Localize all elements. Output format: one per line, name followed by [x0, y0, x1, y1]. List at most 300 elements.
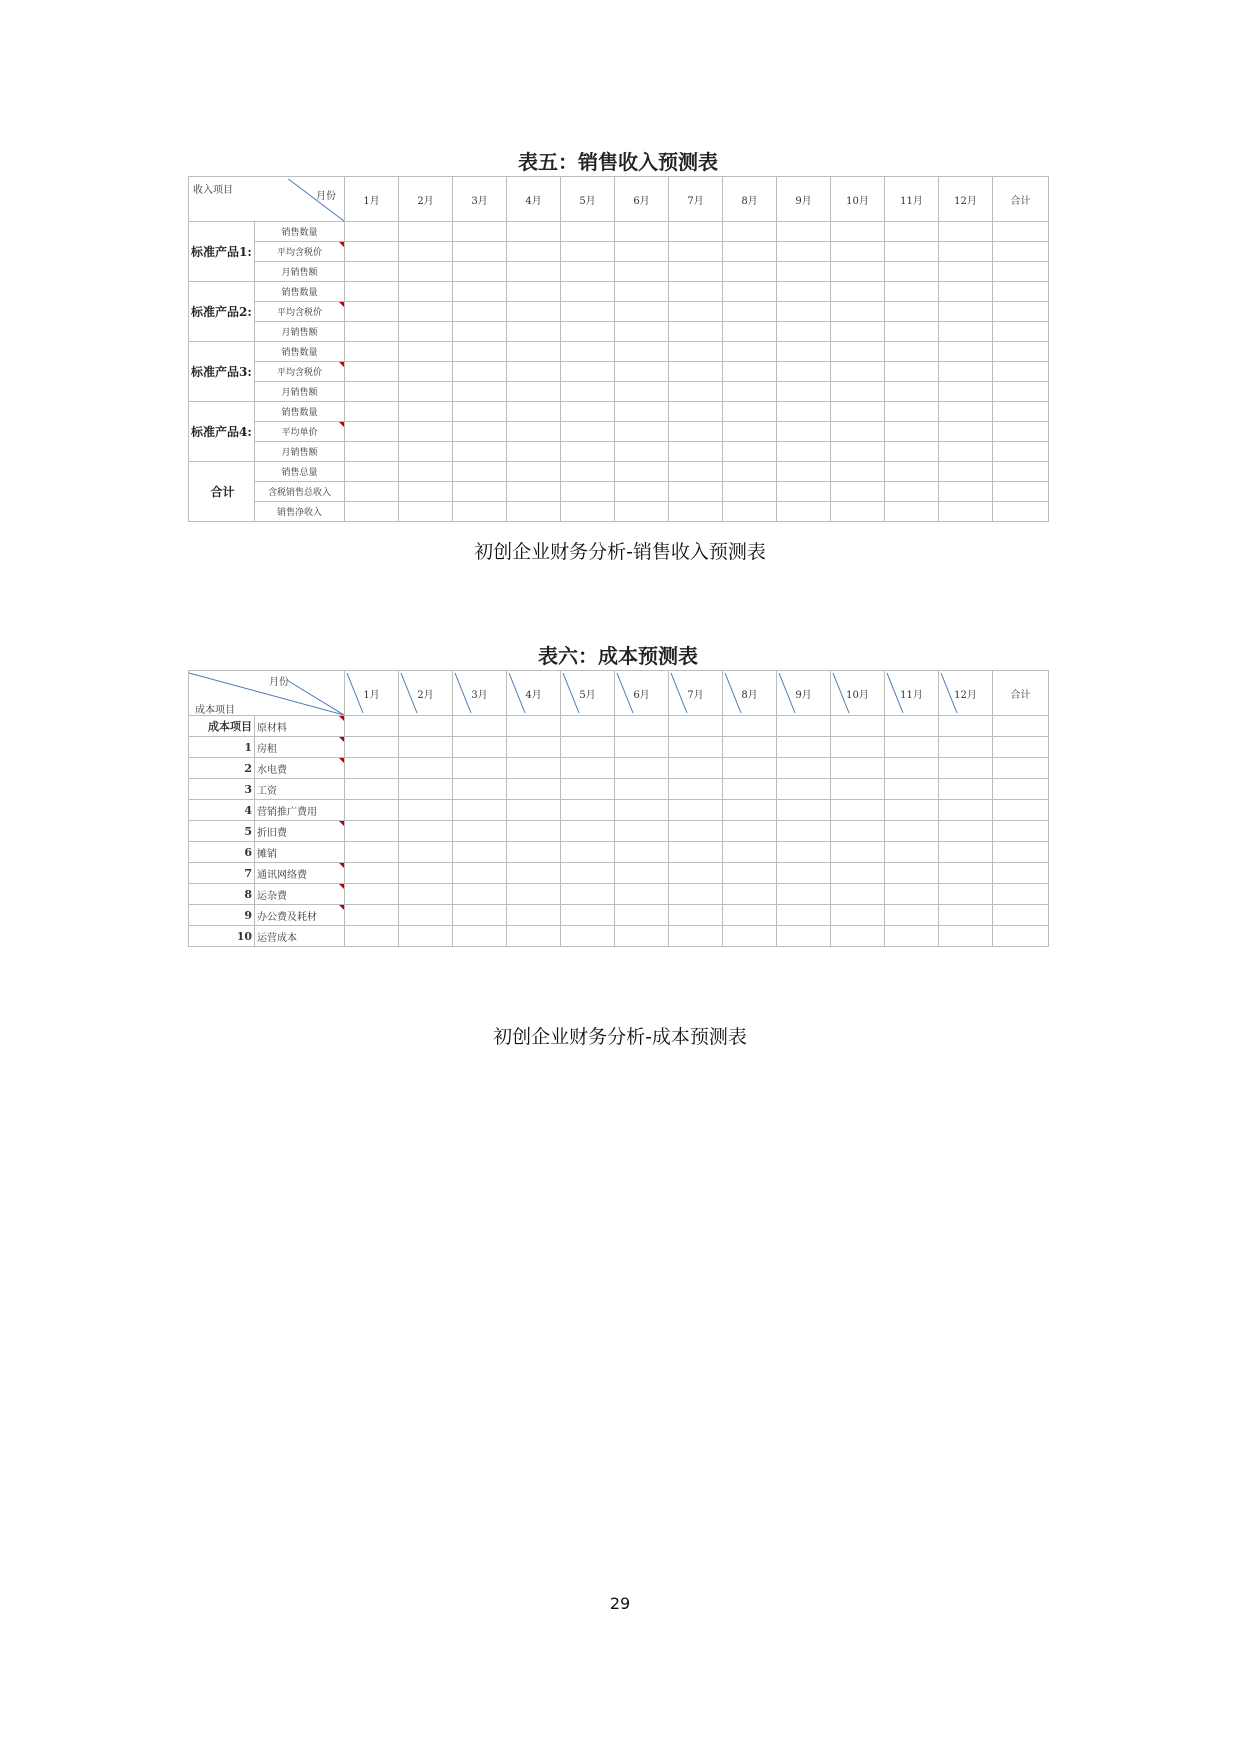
- table5-value-cell[interactable]: [885, 242, 939, 262]
- table5-value-cell[interactable]: [777, 302, 831, 322]
- table6-value-cell[interactable]: [669, 737, 723, 758]
- table5-value-cell[interactable]: [993, 422, 1049, 442]
- table5-value-cell[interactable]: [453, 402, 507, 422]
- table5-value-cell[interactable]: [399, 382, 453, 402]
- table6-value-cell[interactable]: [723, 842, 777, 863]
- table5-value-cell[interactable]: [939, 482, 993, 502]
- table5-value-cell[interactable]: [669, 382, 723, 402]
- table5-value-cell[interactable]: [885, 382, 939, 402]
- table5-value-cell[interactable]: [831, 302, 885, 322]
- table5-value-cell[interactable]: [615, 362, 669, 382]
- table6-value-cell[interactable]: [777, 737, 831, 758]
- table5-value-cell[interactable]: [885, 262, 939, 282]
- table5-value-cell[interactable]: [669, 242, 723, 262]
- table5-value-cell[interactable]: [615, 482, 669, 502]
- table5-value-cell[interactable]: [777, 222, 831, 242]
- table5-value-cell[interactable]: [615, 502, 669, 522]
- table6-value-cell[interactable]: [777, 884, 831, 905]
- table6-value-cell[interactable]: [345, 821, 399, 842]
- table5-value-cell[interactable]: [399, 442, 453, 462]
- table5-value-cell[interactable]: [561, 302, 615, 322]
- table6-value-cell[interactable]: [453, 800, 507, 821]
- table5-value-cell[interactable]: [723, 362, 777, 382]
- table6-value-cell[interactable]: [561, 926, 615, 947]
- table6-value-cell[interactable]: [615, 779, 669, 800]
- table5-value-cell[interactable]: [777, 422, 831, 442]
- table5-value-cell[interactable]: [723, 222, 777, 242]
- table5-value-cell[interactable]: [507, 422, 561, 442]
- table5-value-cell[interactable]: [723, 442, 777, 462]
- table6-value-cell[interactable]: [507, 821, 561, 842]
- table6-value-cell[interactable]: [615, 758, 669, 779]
- table5-value-cell[interactable]: [615, 382, 669, 402]
- table5-value-cell[interactable]: [345, 302, 399, 322]
- table5-value-cell[interactable]: [561, 242, 615, 262]
- table6-value-cell[interactable]: [831, 821, 885, 842]
- table5-value-cell[interactable]: [453, 422, 507, 442]
- table5-value-cell[interactable]: [345, 442, 399, 462]
- table6-value-cell[interactable]: [615, 737, 669, 758]
- table5-value-cell[interactable]: [723, 302, 777, 322]
- table5-value-cell[interactable]: [453, 482, 507, 502]
- table6-value-cell[interactable]: [507, 842, 561, 863]
- table5-value-cell[interactable]: [993, 482, 1049, 502]
- table5-value-cell[interactable]: [615, 282, 669, 302]
- table6-value-cell[interactable]: [939, 779, 993, 800]
- table6-value-cell[interactable]: [507, 863, 561, 884]
- table6-value-cell[interactable]: [453, 779, 507, 800]
- table5-value-cell[interactable]: [399, 462, 453, 482]
- table6-value-cell[interactable]: [777, 779, 831, 800]
- table5-value-cell[interactable]: [669, 262, 723, 282]
- table5-value-cell[interactable]: [669, 422, 723, 442]
- table5-value-cell[interactable]: [885, 342, 939, 362]
- table5-value-cell[interactable]: [507, 482, 561, 502]
- table6-value-cell[interactable]: [831, 716, 885, 737]
- table5-value-cell[interactable]: [561, 502, 615, 522]
- table6-value-cell[interactable]: [885, 884, 939, 905]
- table5-value-cell[interactable]: [939, 242, 993, 262]
- table5-value-cell[interactable]: [399, 262, 453, 282]
- table5-value-cell[interactable]: [399, 342, 453, 362]
- table5-value-cell[interactable]: [777, 242, 831, 262]
- table5-value-cell[interactable]: [993, 242, 1049, 262]
- table5-value-cell[interactable]: [885, 322, 939, 342]
- table6-value-cell[interactable]: [345, 716, 399, 737]
- table6-value-cell[interactable]: [561, 779, 615, 800]
- table5-value-cell[interactable]: [615, 342, 669, 362]
- table5-value-cell[interactable]: [561, 482, 615, 502]
- table5-value-cell[interactable]: [885, 462, 939, 482]
- table5-value-cell[interactable]: [669, 322, 723, 342]
- table5-value-cell[interactable]: [507, 262, 561, 282]
- table6-value-cell[interactable]: [399, 905, 453, 926]
- table6-value-cell[interactable]: [345, 926, 399, 947]
- table6-value-cell[interactable]: [723, 779, 777, 800]
- table6-value-cell[interactable]: [939, 737, 993, 758]
- table6-value-cell[interactable]: [453, 863, 507, 884]
- table6-value-cell[interactable]: [561, 758, 615, 779]
- table5-value-cell[interactable]: [939, 382, 993, 402]
- table6-value-cell[interactable]: [399, 716, 453, 737]
- table5-value-cell[interactable]: [345, 262, 399, 282]
- table6-value-cell[interactable]: [777, 716, 831, 737]
- table6-value-cell[interactable]: [399, 758, 453, 779]
- table6-value-cell[interactable]: [561, 716, 615, 737]
- table6-value-cell[interactable]: [669, 758, 723, 779]
- table6-value-cell[interactable]: [345, 800, 399, 821]
- table5-value-cell[interactable]: [993, 502, 1049, 522]
- table5-value-cell[interactable]: [939, 302, 993, 322]
- table6-value-cell[interactable]: [939, 716, 993, 737]
- table5-value-cell[interactable]: [345, 282, 399, 302]
- table5-value-cell[interactable]: [777, 342, 831, 362]
- table5-value-cell[interactable]: [399, 322, 453, 342]
- table6-value-cell[interactable]: [885, 842, 939, 863]
- table5-value-cell[interactable]: [669, 442, 723, 462]
- table6-value-cell[interactable]: [939, 884, 993, 905]
- table5-value-cell[interactable]: [561, 382, 615, 402]
- table5-value-cell[interactable]: [885, 222, 939, 242]
- table6-value-cell[interactable]: [669, 716, 723, 737]
- table5-value-cell[interactable]: [507, 342, 561, 362]
- table5-value-cell[interactable]: [345, 322, 399, 342]
- table6-value-cell[interactable]: [345, 779, 399, 800]
- table5-value-cell[interactable]: [723, 342, 777, 362]
- table6-value-cell[interactable]: [885, 758, 939, 779]
- table5-value-cell[interactable]: [615, 422, 669, 442]
- table5-value-cell[interactable]: [345, 382, 399, 402]
- table5-value-cell[interactable]: [831, 362, 885, 382]
- table5-value-cell[interactable]: [777, 282, 831, 302]
- table6-value-cell[interactable]: [993, 884, 1049, 905]
- table6-value-cell[interactable]: [669, 842, 723, 863]
- table5-value-cell[interactable]: [615, 322, 669, 342]
- table6-value-cell[interactable]: [615, 884, 669, 905]
- table5-value-cell[interactable]: [723, 242, 777, 262]
- table6-value-cell[interactable]: [669, 779, 723, 800]
- table6-value-cell[interactable]: [615, 821, 669, 842]
- table6-value-cell[interactable]: [723, 737, 777, 758]
- table5-value-cell[interactable]: [939, 282, 993, 302]
- table5-value-cell[interactable]: [399, 242, 453, 262]
- table5-value-cell[interactable]: [831, 342, 885, 362]
- table6-value-cell[interactable]: [453, 758, 507, 779]
- table6-value-cell[interactable]: [885, 737, 939, 758]
- table6-value-cell[interactable]: [453, 821, 507, 842]
- table5-value-cell[interactable]: [939, 462, 993, 482]
- table5-value-cell[interactable]: [831, 282, 885, 302]
- table5-value-cell[interactable]: [885, 482, 939, 502]
- table5-value-cell[interactable]: [993, 282, 1049, 302]
- table5-value-cell[interactable]: [453, 282, 507, 302]
- table6-value-cell[interactable]: [993, 800, 1049, 821]
- table5-value-cell[interactable]: [507, 222, 561, 242]
- table5-value-cell[interactable]: [939, 502, 993, 522]
- table5-value-cell[interactable]: [507, 282, 561, 302]
- table6-value-cell[interactable]: [399, 779, 453, 800]
- table5-value-cell[interactable]: [669, 342, 723, 362]
- table6-value-cell[interactable]: [993, 758, 1049, 779]
- table5-value-cell[interactable]: [831, 462, 885, 482]
- table5-value-cell[interactable]: [561, 442, 615, 462]
- table6-value-cell[interactable]: [885, 716, 939, 737]
- table5-value-cell[interactable]: [453, 322, 507, 342]
- table5-value-cell[interactable]: [507, 322, 561, 342]
- table6-value-cell[interactable]: [723, 884, 777, 905]
- table6-value-cell[interactable]: [831, 737, 885, 758]
- table5-value-cell[interactable]: [669, 402, 723, 422]
- table5-value-cell[interactable]: [399, 402, 453, 422]
- table5-value-cell[interactable]: [777, 482, 831, 502]
- table5-value-cell[interactable]: [831, 502, 885, 522]
- table6-value-cell[interactable]: [453, 884, 507, 905]
- table6-value-cell[interactable]: [507, 716, 561, 737]
- table5-value-cell[interactable]: [831, 482, 885, 502]
- table5-value-cell[interactable]: [669, 282, 723, 302]
- table5-value-cell[interactable]: [885, 302, 939, 322]
- table5-value-cell[interactable]: [345, 462, 399, 482]
- table5-value-cell[interactable]: [345, 402, 399, 422]
- table5-value-cell[interactable]: [669, 502, 723, 522]
- table5-value-cell[interactable]: [723, 482, 777, 502]
- table5-value-cell[interactable]: [453, 362, 507, 382]
- table5-value-cell[interactable]: [885, 362, 939, 382]
- table6-value-cell[interactable]: [561, 884, 615, 905]
- table6-value-cell[interactable]: [831, 926, 885, 947]
- table5-value-cell[interactable]: [669, 462, 723, 482]
- table6-value-cell[interactable]: [777, 905, 831, 926]
- table6-value-cell[interactable]: [345, 758, 399, 779]
- table6-value-cell[interactable]: [993, 926, 1049, 947]
- table5-value-cell[interactable]: [777, 442, 831, 462]
- table5-value-cell[interactable]: [507, 382, 561, 402]
- table6-value-cell[interactable]: [453, 905, 507, 926]
- table5-value-cell[interactable]: [885, 422, 939, 442]
- table5-value-cell[interactable]: [939, 222, 993, 242]
- table5-value-cell[interactable]: [453, 502, 507, 522]
- table6-value-cell[interactable]: [885, 821, 939, 842]
- table5-value-cell[interactable]: [993, 222, 1049, 242]
- table5-value-cell[interactable]: [345, 222, 399, 242]
- table5-value-cell[interactable]: [777, 362, 831, 382]
- table6-value-cell[interactable]: [885, 863, 939, 884]
- table5-value-cell[interactable]: [345, 362, 399, 382]
- table5-value-cell[interactable]: [615, 402, 669, 422]
- table6-value-cell[interactable]: [561, 821, 615, 842]
- table5-value-cell[interactable]: [777, 382, 831, 402]
- table5-value-cell[interactable]: [669, 302, 723, 322]
- table6-value-cell[interactable]: [507, 800, 561, 821]
- table5-value-cell[interactable]: [993, 322, 1049, 342]
- table5-value-cell[interactable]: [507, 442, 561, 462]
- table5-value-cell[interactable]: [939, 362, 993, 382]
- table5-value-cell[interactable]: [399, 422, 453, 442]
- table5-value-cell[interactable]: [561, 462, 615, 482]
- table5-value-cell[interactable]: [561, 282, 615, 302]
- table5-value-cell[interactable]: [885, 402, 939, 422]
- table5-value-cell[interactable]: [777, 462, 831, 482]
- table5-value-cell[interactable]: [939, 322, 993, 342]
- table5-value-cell[interactable]: [939, 342, 993, 362]
- table6-value-cell[interactable]: [885, 779, 939, 800]
- table5-value-cell[interactable]: [885, 442, 939, 462]
- table6-value-cell[interactable]: [723, 863, 777, 884]
- table6-value-cell[interactable]: [561, 863, 615, 884]
- table5-value-cell[interactable]: [993, 402, 1049, 422]
- table6-value-cell[interactable]: [561, 842, 615, 863]
- table5-value-cell[interactable]: [345, 242, 399, 262]
- table6-value-cell[interactable]: [399, 926, 453, 947]
- table6-value-cell[interactable]: [507, 884, 561, 905]
- table5-value-cell[interactable]: [453, 342, 507, 362]
- table5-value-cell[interactable]: [615, 302, 669, 322]
- table5-value-cell[interactable]: [885, 282, 939, 302]
- table6-value-cell[interactable]: [453, 737, 507, 758]
- table5-value-cell[interactable]: [561, 422, 615, 442]
- table6-value-cell[interactable]: [399, 800, 453, 821]
- table5-value-cell[interactable]: [453, 462, 507, 482]
- table5-value-cell[interactable]: [723, 422, 777, 442]
- table6-value-cell[interactable]: [993, 779, 1049, 800]
- table5-value-cell[interactable]: [993, 382, 1049, 402]
- table6-value-cell[interactable]: [669, 905, 723, 926]
- table6-value-cell[interactable]: [993, 737, 1049, 758]
- table5-value-cell[interactable]: [507, 362, 561, 382]
- table6-value-cell[interactable]: [831, 905, 885, 926]
- table6-value-cell[interactable]: [939, 926, 993, 947]
- table6-value-cell[interactable]: [345, 863, 399, 884]
- table6-value-cell[interactable]: [507, 779, 561, 800]
- table6-value-cell[interactable]: [399, 884, 453, 905]
- table5-value-cell[interactable]: [777, 502, 831, 522]
- table5-value-cell[interactable]: [939, 262, 993, 282]
- table5-value-cell[interactable]: [453, 262, 507, 282]
- table5-value-cell[interactable]: [993, 262, 1049, 282]
- table6-value-cell[interactable]: [831, 884, 885, 905]
- table6-value-cell[interactable]: [885, 926, 939, 947]
- table6-value-cell[interactable]: [615, 842, 669, 863]
- table5-value-cell[interactable]: [885, 502, 939, 522]
- table5-value-cell[interactable]: [831, 402, 885, 422]
- table5-value-cell[interactable]: [723, 322, 777, 342]
- table6-value-cell[interactable]: [993, 716, 1049, 737]
- table6-value-cell[interactable]: [993, 863, 1049, 884]
- table6-value-cell[interactable]: [615, 716, 669, 737]
- table6-value-cell[interactable]: [615, 800, 669, 821]
- table6-value-cell[interactable]: [453, 842, 507, 863]
- table5-value-cell[interactable]: [507, 242, 561, 262]
- table5-value-cell[interactable]: [831, 322, 885, 342]
- table5-value-cell[interactable]: [561, 342, 615, 362]
- table6-value-cell[interactable]: [831, 800, 885, 821]
- table6-value-cell[interactable]: [399, 842, 453, 863]
- table5-value-cell[interactable]: [993, 302, 1049, 322]
- table6-value-cell[interactable]: [669, 800, 723, 821]
- table5-value-cell[interactable]: [345, 482, 399, 502]
- table6-value-cell[interactable]: [777, 800, 831, 821]
- table6-value-cell[interactable]: [723, 821, 777, 842]
- table5-value-cell[interactable]: [723, 282, 777, 302]
- table6-value-cell[interactable]: [723, 800, 777, 821]
- table6-value-cell[interactable]: [777, 926, 831, 947]
- table5-value-cell[interactable]: [561, 362, 615, 382]
- table6-value-cell[interactable]: [453, 926, 507, 947]
- table5-value-cell[interactable]: [939, 422, 993, 442]
- table6-value-cell[interactable]: [939, 800, 993, 821]
- table5-value-cell[interactable]: [723, 262, 777, 282]
- table6-value-cell[interactable]: [615, 905, 669, 926]
- table6-value-cell[interactable]: [993, 905, 1049, 926]
- table5-value-cell[interactable]: [831, 442, 885, 462]
- table5-value-cell[interactable]: [399, 282, 453, 302]
- table6-value-cell[interactable]: [777, 758, 831, 779]
- table6-value-cell[interactable]: [561, 905, 615, 926]
- table6-value-cell[interactable]: [669, 926, 723, 947]
- table6-value-cell[interactable]: [561, 800, 615, 821]
- table5-value-cell[interactable]: [669, 362, 723, 382]
- table6-value-cell[interactable]: [669, 821, 723, 842]
- table6-value-cell[interactable]: [669, 863, 723, 884]
- table5-value-cell[interactable]: [561, 402, 615, 422]
- table5-value-cell[interactable]: [507, 502, 561, 522]
- table5-value-cell[interactable]: [453, 382, 507, 402]
- table6-value-cell[interactable]: [723, 758, 777, 779]
- table5-value-cell[interactable]: [399, 482, 453, 502]
- table5-value-cell[interactable]: [399, 502, 453, 522]
- table6-value-cell[interactable]: [345, 905, 399, 926]
- table5-value-cell[interactable]: [723, 502, 777, 522]
- table6-value-cell[interactable]: [831, 758, 885, 779]
- table5-value-cell[interactable]: [615, 242, 669, 262]
- table5-value-cell[interactable]: [561, 222, 615, 242]
- table5-value-cell[interactable]: [615, 222, 669, 242]
- table5-value-cell[interactable]: [831, 242, 885, 262]
- table5-value-cell[interactable]: [993, 342, 1049, 362]
- table5-value-cell[interactable]: [615, 442, 669, 462]
- table6-value-cell[interactable]: [453, 716, 507, 737]
- table6-value-cell[interactable]: [723, 926, 777, 947]
- table6-value-cell[interactable]: [831, 863, 885, 884]
- table6-value-cell[interactable]: [723, 716, 777, 737]
- table5-value-cell[interactable]: [831, 262, 885, 282]
- table6-value-cell[interactable]: [939, 863, 993, 884]
- table5-value-cell[interactable]: [777, 322, 831, 342]
- table5-value-cell[interactable]: [345, 342, 399, 362]
- table5-value-cell[interactable]: [615, 262, 669, 282]
- table5-value-cell[interactable]: [939, 442, 993, 462]
- table5-value-cell[interactable]: [345, 422, 399, 442]
- table5-value-cell[interactable]: [507, 402, 561, 422]
- table5-value-cell[interactable]: [453, 242, 507, 262]
- table6-value-cell[interactable]: [507, 758, 561, 779]
- table5-value-cell[interactable]: [399, 302, 453, 322]
- table6-value-cell[interactable]: [345, 737, 399, 758]
- table5-value-cell[interactable]: [831, 422, 885, 442]
- table6-value-cell[interactable]: [615, 926, 669, 947]
- table5-value-cell[interactable]: [615, 462, 669, 482]
- table6-value-cell[interactable]: [831, 842, 885, 863]
- table5-value-cell[interactable]: [939, 402, 993, 422]
- table6-value-cell[interactable]: [399, 737, 453, 758]
- table6-value-cell[interactable]: [669, 884, 723, 905]
- table5-value-cell[interactable]: [453, 222, 507, 242]
- table5-value-cell[interactable]: [507, 462, 561, 482]
- table6-value-cell[interactable]: [345, 842, 399, 863]
- table5-value-cell[interactable]: [831, 382, 885, 402]
- table6-value-cell[interactable]: [615, 863, 669, 884]
- table6-value-cell[interactable]: [507, 905, 561, 926]
